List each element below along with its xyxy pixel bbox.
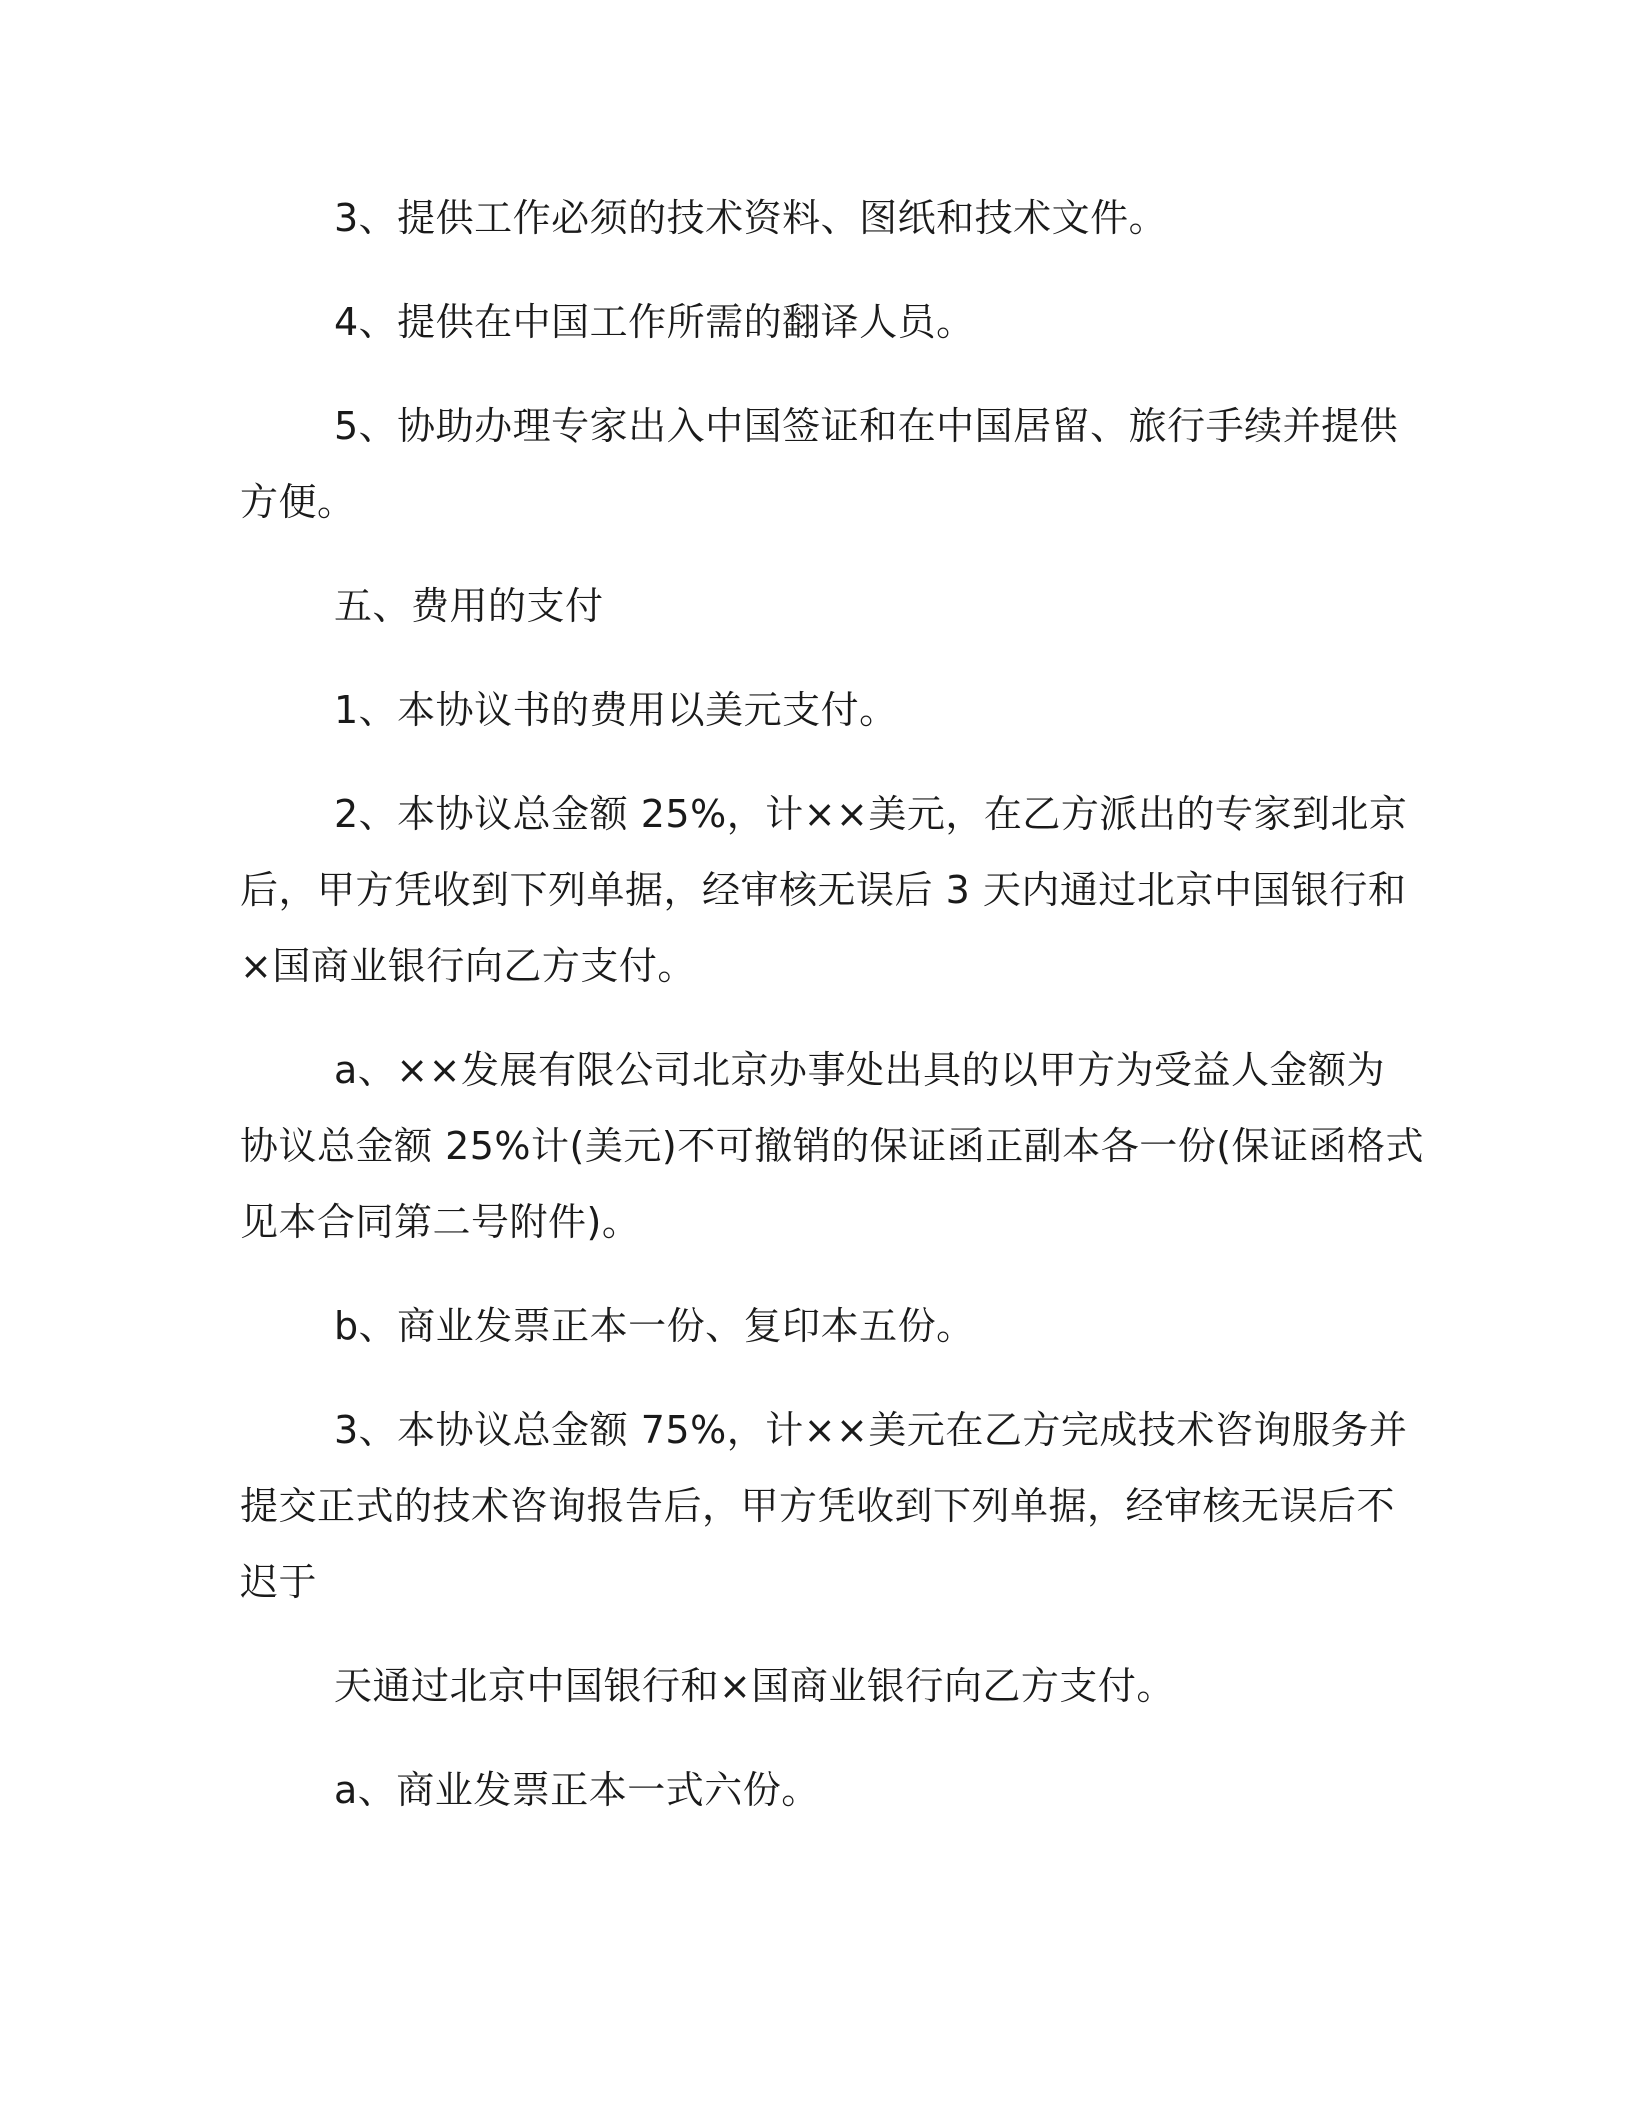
payment-item-2b: b、商业发票正本一份、复印本五份。: [334, 1304, 975, 1348]
payment-item-2a-line-1: a、××发展有限公司北京办事处出具的以甲方为受益人金额为: [334, 1048, 1385, 1092]
payment-item-3a: a、商业发票正本一式六份。: [334, 1768, 820, 1812]
section-heading-payment: 五、费用的支付: [334, 584, 604, 628]
payment-item-3-line-2: 提交正式的技术咨询报告后，甲方凭收到下列单据，经审核无误后不: [240, 1484, 1396, 1528]
item-5-assist-visa-line-2: 方便。: [240, 480, 356, 524]
payment-item-2-line-1: 2、本协议总金额 25%，计××美元，在乙方派出的专家到北京: [334, 792, 1408, 836]
payment-item-2a-line-2: 协议总金额 25%计(美元)不可撤销的保证函正副本各一份(保证函格式: [240, 1124, 1425, 1168]
item-3-provide-technical-materials: 3、提供工作必须的技术资料、图纸和技术文件。: [334, 196, 1168, 240]
payment-item-3-line-1: 3、本协议总金额 75%，计××美元在乙方完成技术咨询服务并: [334, 1408, 1408, 1452]
item-5-assist-visa-line-1: 5、协助办理专家出入中国签证和在中国居留、旅行手续并提供: [334, 404, 1399, 448]
payment-item-3-line-3: 迟于: [240, 1560, 318, 1604]
payment-item-2-line-3: ×国商业银行向乙方支付。: [240, 944, 696, 988]
payment-item-2-line-2: 后，甲方凭收到下列单据，经审核无误后 3 天内通过北京中国银行和: [240, 868, 1407, 912]
payment-item-3-line-4: 天通过北京中国银行和×国商业银行向乙方支付。: [334, 1664, 1175, 1708]
payment-item-1: 1、本协议书的费用以美元支付。: [334, 688, 898, 732]
payment-item-2a-line-3: 见本合同第二号附件)。: [240, 1200, 641, 1244]
item-4-provide-translators: 4、提供在中国工作所需的翻译人员。: [334, 300, 975, 344]
